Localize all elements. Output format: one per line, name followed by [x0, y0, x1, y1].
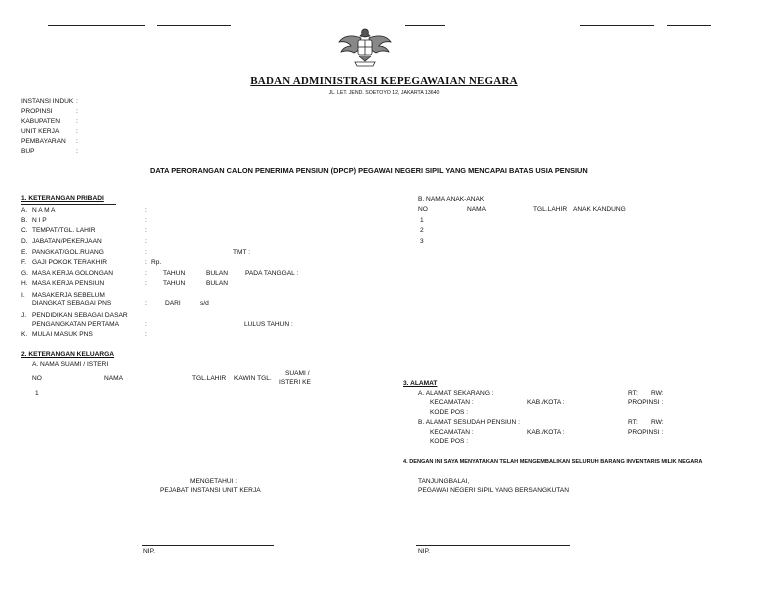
meta-label-instansi: INSTANSI INDUK: [21, 98, 74, 105]
item-label-nama: N A M A: [32, 207, 56, 214]
section-2-sub-a: A. NAMA SUAMI / ISTERI: [32, 361, 109, 368]
item-label-gaji: GAJI POKOK TERAKHIR: [32, 259, 107, 266]
section-b-heading: B. NAMA ANAK-ANAK: [418, 196, 485, 203]
child-col-anak-kandung: ANAK KANDUNG: [573, 206, 626, 213]
child-col-no: NO: [418, 206, 428, 213]
item-letter: E.: [21, 249, 28, 256]
agency-address: JL. LET. JEND. SOETOYO 12, JAKARTA 13640: [328, 90, 440, 96]
item-letter: G.: [21, 270, 28, 277]
child-row-1: 1: [420, 217, 424, 224]
item-letter: A.: [21, 207, 28, 214]
col-nama: NAMA: [104, 375, 124, 382]
top-blank-line-3: [405, 25, 445, 26]
rp-label: Rp.: [151, 259, 162, 266]
item-sep: :: [145, 227, 147, 234]
top-blank-line-2: [157, 25, 231, 26]
child-col-nama: NAMA: [467, 206, 487, 213]
section-2-heading: 2. KETERANGAN KELUARGA: [21, 351, 115, 358]
meta-sep: :: [76, 98, 78, 105]
sig-right-tanjungbalai: TANJUNGBALAI,: [418, 478, 470, 485]
item-label-mk-golongan: MASA KERJA GOLONGAN: [32, 270, 113, 277]
sig-left-line: [142, 545, 274, 546]
item-label-mk-pensiun: MASA KERJA PENSIUN: [32, 280, 105, 287]
item-sep: :: [145, 238, 147, 245]
meta-label-kabupaten: KABUPATEN: [21, 118, 60, 125]
item-letter: B.: [21, 217, 28, 224]
kecamatan-label: KECAMATAN :: [430, 399, 474, 406]
item-label-pengangkatan: PENGANGKATAN PERTAMA: [32, 321, 120, 328]
section-4-statement: 4. DENGAN INI SAYA MENYATAKAN TELAH MENGEMBALIKAN SELURUH BARANG INVENTARIS MILIK NEGARA: [403, 459, 703, 465]
item-letter: F.: [21, 259, 27, 266]
agency-title: BADAN ADMINISTRASI KEPEGAWAIAN NEGARA: [250, 75, 518, 87]
sig-left-nip: NIP.: [143, 548, 155, 555]
sig-right-nip: NIP.: [418, 548, 430, 555]
sig-left-mengetahui: MENGETAHUI :: [190, 478, 238, 485]
tahun-label: TAHUN: [163, 270, 186, 277]
alamat-sesudah-label: B. ALAMAT SESUDAH PENSIUN :: [418, 419, 520, 426]
sig-left-pejabat: PEJABAT INSTANSI UNIT KERJA: [160, 487, 261, 494]
child-row-2: 2: [420, 227, 424, 234]
item-letter: H.: [21, 280, 28, 287]
item-label-tempat-lahir: TEMPAT/TGL. LAHIR: [32, 227, 96, 234]
spouse-row-number: 1: [35, 390, 39, 397]
rt-label: RT:: [628, 390, 638, 397]
meta-sep: :: [76, 138, 78, 145]
item-sep: :: [145, 217, 147, 224]
tmt-label: TMT :: [233, 249, 251, 256]
kecamatan-label: KECAMATAN :: [430, 429, 474, 436]
col-suami: SUAMI /: [285, 370, 310, 377]
item-label-nip: N I P: [32, 217, 47, 224]
kodepos-label: KODE POS :: [430, 438, 469, 445]
item-letter: C.: [21, 227, 28, 234]
item-label-diangkat: DIANGKAT SEBAGAI PNS: [32, 300, 112, 307]
sig-right-pegawai: PEGAWAI NEGERI SIPIL YANG BERSANGKUTAN: [418, 487, 569, 494]
item-label-pendidikan: PENDIDIKAN SEBAGAI DASAR: [32, 312, 128, 319]
item-letter: I.: [21, 292, 25, 299]
rt-label: RT:: [628, 419, 638, 426]
item-label-mk-sebelum: MASAKERJA SEBELUM: [32, 292, 105, 299]
section-1-rule: [21, 204, 116, 205]
top-blank-line-1: [48, 25, 145, 26]
col-isteri-ke: ISTERI KE: [279, 379, 311, 386]
alamat-sekarang-label: A. ALAMAT SEKARANG :: [418, 390, 494, 397]
meta-sep: :: [76, 148, 78, 155]
item-letter: J.: [21, 312, 27, 319]
col-tgl-lahir: TGL.LAHIR: [192, 375, 227, 382]
kabkota-label: KAB./KOTA :: [527, 429, 565, 436]
pada-tanggal-label: PADA TANGGAL :: [245, 270, 299, 277]
top-blank-line-4: [580, 25, 654, 26]
meta-label-bup: BUP: [21, 148, 35, 155]
item-sep: :: [145, 207, 147, 214]
tahun-label: TAHUN: [163, 280, 186, 287]
item-label-mulai-pns: MULAI MASUK PNS: [32, 331, 93, 338]
top-blank-line-5: [667, 25, 711, 26]
propinsi-label: PROPINSI :: [628, 399, 664, 406]
meta-label-unit-kerja: UNIT KERJA: [21, 128, 60, 135]
item-sep: :: [145, 270, 147, 277]
item-label-pangkat: PANGKAT/GOL.RUANG: [32, 249, 104, 256]
meta-sep: :: [76, 128, 78, 135]
section-3-heading: 3. ALAMAT: [403, 380, 438, 387]
sig-right-line: [416, 545, 570, 546]
dari-label: DARI: [165, 300, 181, 307]
lulus-tahun-label: LULUS TAHUN :: [244, 321, 293, 328]
rw-label: RW:: [651, 419, 664, 426]
bulan-label: BULAN: [206, 280, 228, 287]
col-kawin-tgl: KAWIN TGL.: [234, 375, 272, 382]
item-label-jabatan: JABATAN/PEKERJAAN: [32, 238, 102, 245]
sd-label: s/d: [200, 300, 209, 307]
garuda-emblem-icon: [337, 26, 393, 70]
kabkota-label: KAB./KOTA :: [527, 399, 565, 406]
kodepos-label: KODE POS :: [430, 409, 469, 416]
item-sep: :: [145, 300, 147, 307]
propinsi-label: PROPINSI :: [628, 429, 664, 436]
bulan-label: BULAN: [206, 270, 228, 277]
item-sep: :: [145, 321, 147, 328]
child-col-tgl-lahir: TGL.LAHIR: [533, 206, 568, 213]
document-title: DATA PERORANGAN CALON PENERIMA PENSIUN (DPCP) PEGAWAI NEGERI SIPIL YANG MENCAPAI BATAS USIA PENSIUN: [150, 166, 588, 175]
child-row-3: 3: [420, 238, 424, 245]
item-letter: K.: [21, 331, 28, 338]
section-1-heading: 1. KETERANGAN PRIBADI: [21, 195, 104, 202]
col-no: NO: [32, 375, 42, 382]
item-sep: :: [145, 331, 147, 338]
meta-sep: :: [76, 108, 78, 115]
meta-label-pembayaran: PEMBAYARAN: [21, 138, 66, 145]
item-sep: :: [145, 249, 147, 256]
item-letter: D.: [21, 238, 28, 245]
rw-label: RW:: [651, 390, 664, 397]
item-sep: :: [145, 259, 147, 266]
meta-sep: :: [76, 118, 78, 125]
meta-label-propinsi: PROPINSI: [21, 108, 53, 115]
item-sep: :: [145, 280, 147, 287]
